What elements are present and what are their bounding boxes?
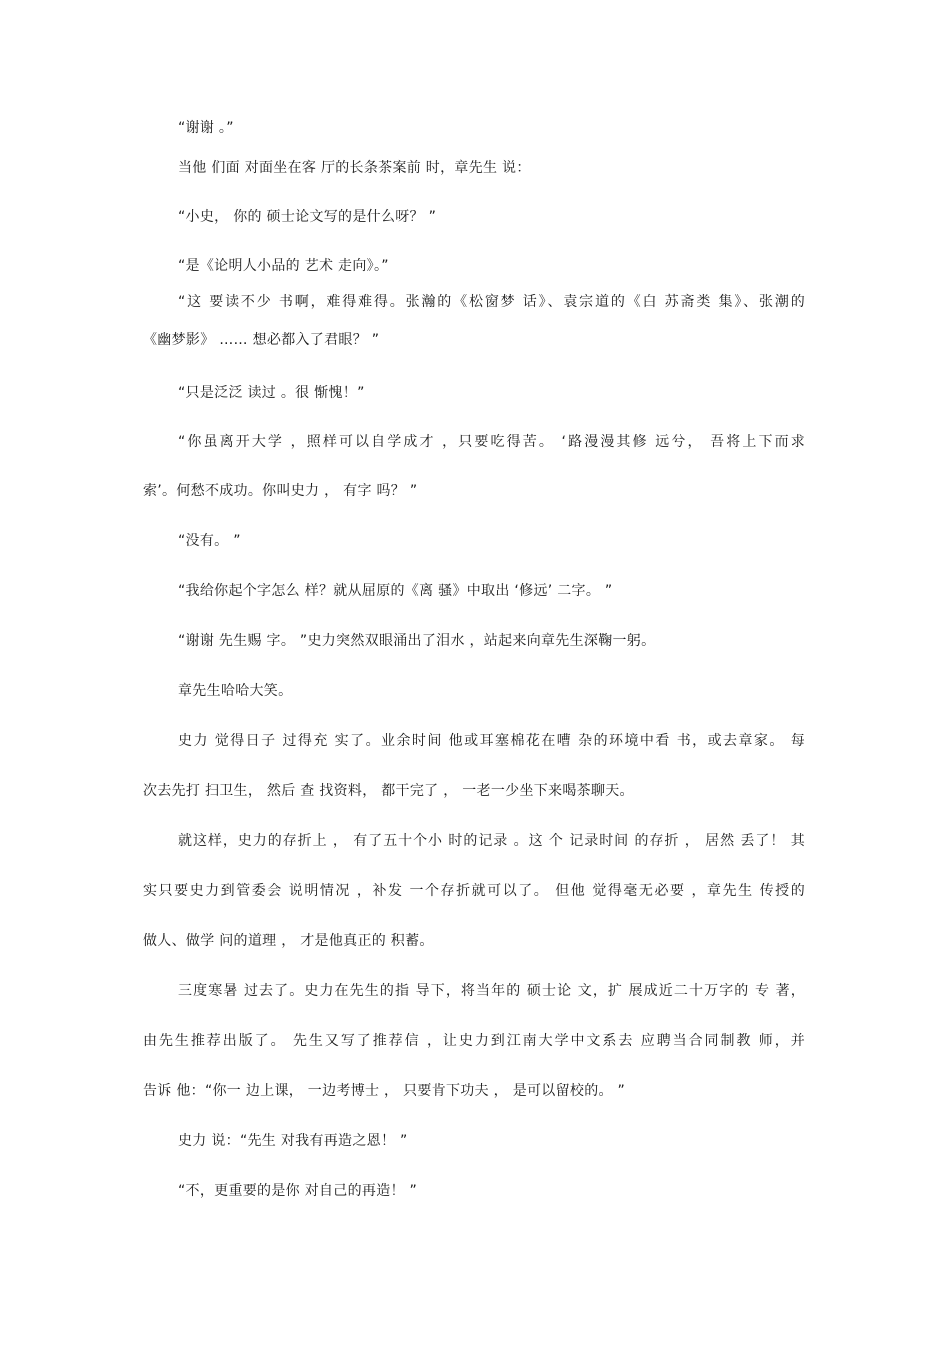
text-line-5: “这 要读不少 书啊，难得难得。张瀚的《松窗梦 话》、袁宗道的《白 苏斋类 集》、张潮的 [178,294,805,310]
text-line-20: 由先生推荐出版了。 先生又写了推荐信 ，让史力到江南大学中文系去 应聘当合同制教 师，并 [143,1033,805,1049]
text-line-18: 做人、做学 问的道理 ， 才是他真正的 积蓄。 [143,933,434,949]
text-line-6: 《幽梦影》 …… 想必都入了君眼？ ” [143,332,380,348]
text-line-4: “是《论明人小品的 艺术 走向》。” [178,258,389,274]
text-line-17: 实只要史力到管委会 说明情况 ，补发 一个存折就可以了。 但他 觉得毫无必要 ，章先生 传授的 [143,883,805,899]
text-line-22: 史力 说：“先生 对我有再造之恩！ ” [178,1133,408,1149]
text-line-19: 三度寒暑 过去了。史力在先生的指 导下，将当年的 硕士论 文，扩 展成近二十万字的 专 著， [178,983,805,999]
text-line-15: 次去先打 扫卫生， 然后 查 找资料， 都干完了 ， 一老一少坐下来喝茶聊天。 [143,783,634,799]
text-line-23: “不，更重要的是你 对自己的再造！ ” [178,1183,418,1199]
text-line-10: “没有。 ” [178,533,241,549]
text-line-14: 史力 觉得日子 过得充 实了。业余时间 他或耳塞棉花在嘈 杂的环境中看 书，或去章家。 每 [178,733,805,749]
text-line-3: “小史， 你的 硕士论文写的是什么呀？ ” [178,209,437,225]
text-line-8: “你虽离开大学 ，照样可以自学成才 ，只要吃得苦。 ‘路漫漫其修 远兮， 吾将上下而求 [178,434,805,450]
text-line-13: 章先生哈哈大笑。 [178,683,293,699]
text-line-2: 当他 们面 对面坐在客 厅的长条茶案前 时，章先生 说： [178,160,531,176]
text-line-21: 告诉 他：“你一 边上课， 一边考博士 ， 只要肯下功夫 ， 是可以留校的。 ” [143,1083,626,1099]
text-line-11: “我给你起个字怎么 样？就从屈原的《离 骚》中取出 ‘修远’ 二字。 ” [178,583,613,599]
text-line-9: 索’。何愁不成功。你叫史力 ， 有字 吗？ ” [143,483,418,499]
text-line-7: “只是泛泛 读过 。很 惭愧！” [178,385,365,401]
text-line-16: 就这样，史力的存折上 ， 有了五十个小 时的记录 。这 个 记录时间 的存折 ， 居然 丢了！ 其 [178,833,805,849]
text-line-1: “谢谢 。” [178,120,234,136]
text-line-12: “谢谢 先生赐 字。 ”史力突然双眼涌出了泪水 ，站起来向章先生深鞠一躬。 [178,633,656,649]
